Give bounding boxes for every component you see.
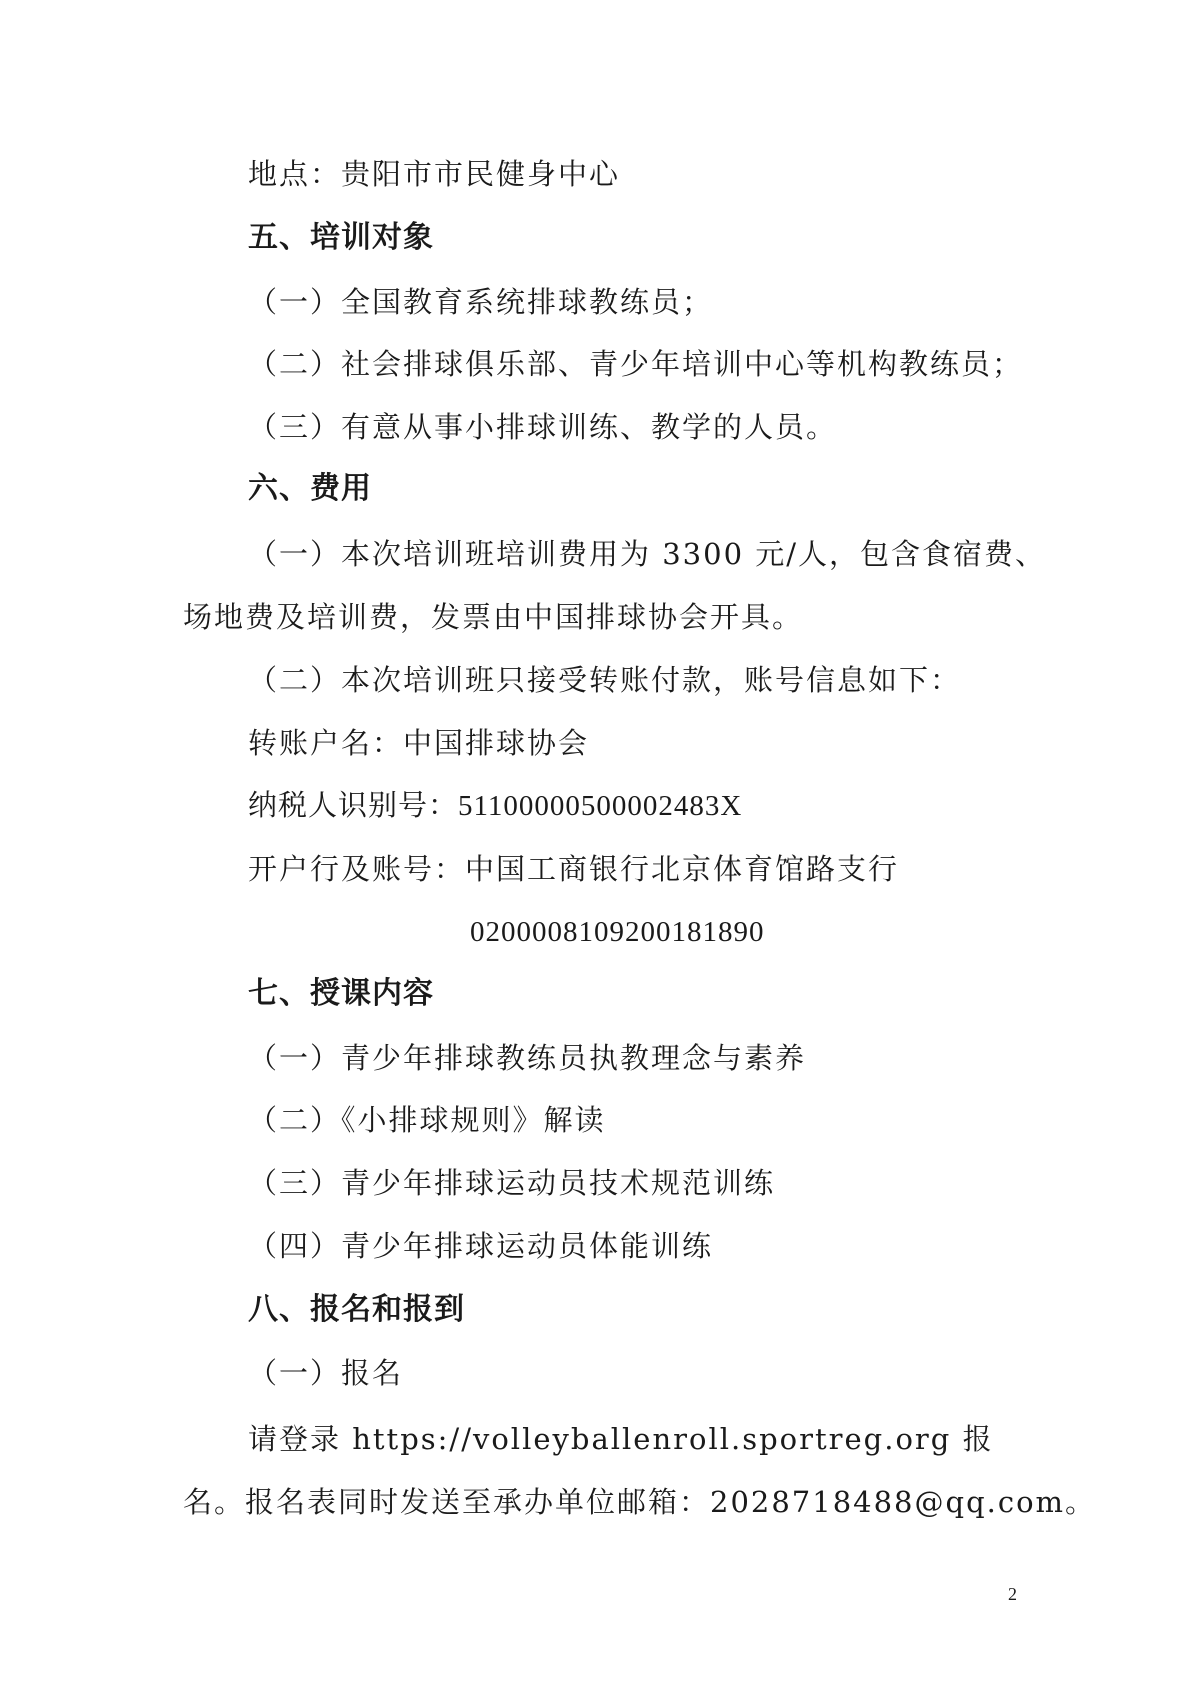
bank-account-number: 0200008109200181890 (470, 916, 765, 948)
section-6-heading: 六、费用 (248, 471, 372, 506)
taxpayer-id-line: 纳税人识别号：51100000500002483X (248, 790, 743, 822)
bank-line: 开户行及账号：中国工商银行北京体育馆路支行 (248, 852, 900, 886)
section-5-heading: 五、培训对象 (248, 220, 434, 255)
location-line: 地点：贵阳市市民健身中心 (248, 157, 621, 191)
section-7-item-1: （一）青少年排球教练员执教理念与素养 (248, 1041, 807, 1075)
page-number: 2 (1008, 1584, 1017, 1604)
registration-line-2: 名。报名表同时发送至承办单位邮箱：2028718488@qq.com。 (183, 1485, 1097, 1519)
section-6-item-1-line-2: 场地费及培训费，发票由中国排球协会开具。 (183, 600, 804, 634)
section-8-item-1: （一）报名 (248, 1356, 404, 1390)
section-7-heading: 七、授课内容 (248, 976, 434, 1011)
section-5-item-2: （二）社会排球俱乐部、青少年培训中心等机构教练员； (248, 347, 1024, 381)
section-5-item-3: （三）有意从事小排球训练、教学的人员。 (248, 410, 838, 444)
account-name-line: 转账户名：中国排球协会 (248, 726, 590, 760)
section-7-item-4: （四）青少年排球运动员体能训练 (248, 1229, 714, 1263)
section-5-item-1: （一）全国教育系统排球教练员； (248, 285, 714, 319)
section-7-item-3: （三）青少年排球运动员技术规范训练 (248, 1166, 776, 1200)
section-6-item-1-line-1: （一）本次培训班培训费用为 3300 元/人，包含食宿费、 (248, 537, 1047, 571)
section-6-item-2: （二）本次培训班只接受转账付款，账号信息如下： (248, 663, 962, 697)
section-8-heading: 八、报名和报到 (248, 1292, 465, 1327)
section-7-item-2: （二）《小排球规则》解读 (248, 1103, 606, 1137)
registration-line-1: 请登录 https://volleyballenroll.sportreg.org 报 (248, 1422, 994, 1456)
